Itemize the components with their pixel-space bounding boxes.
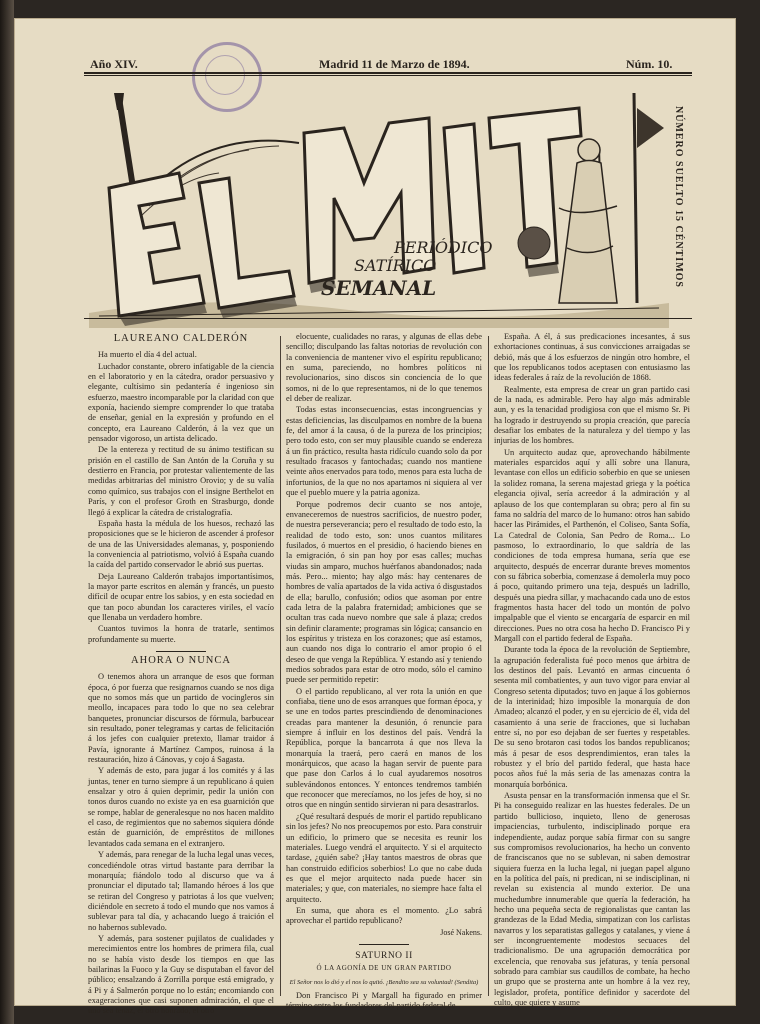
paragraph: Asusta pensar en la transformación inmensa que el Sr. Pi ha conseguido realizar en las huestes federales. De un partido bullicioso, inquieto, lleno de generosas impaciencias, turbulento, indisciplinado porque era independiente, audaz porque sabía firmar con su sangre sus compromisos revolucionarios, ha hecho un convento de franciscanos que no se sublevan, ni saben demostrar siquiera fuerza en la lucha legal, ni juegan papel alguno en la política del país, ni predican, ni se indisciplinan, ni revelan su existencia al mundo exterior. De una muchedumbre innumerable que quería la federación, ha hecho una pequeña secta de regionalistas que cantan las grandezas de la Edad Media, simpatizan con los carlistas navarros y los separatistas gallegos y catalanes, y viene á ser incongruentemente modestos secuaces del tradicionalismo. De una agrupación democrática por excelencia, que renovaba sus jefaturas, y tenía personal sobrado para cambiar sus caudillos de combate, ha hecho un grupo que se prosterna ante un hombre á la vez rey, legislador, profeta, pontífice definidor y sacerdote del culto, que quiere y asume [494, 791, 690, 1007]
masthead-illustration [89, 88, 669, 328]
header-rule-bottom [84, 75, 692, 76]
masthead-title: EL MOTIN [484, 106, 490, 107]
column-2 [286, 332, 482, 1011]
column-1 [88, 332, 274, 1016]
article-divider [359, 944, 409, 945]
article-divider [156, 651, 206, 652]
column-rule-2 [488, 336, 489, 996]
flag-icon [637, 108, 664, 148]
column-rule-1 [280, 336, 281, 996]
paragraph: De la entereza y rectitud de su ánimo testifican su prisión en el castillo de San Antón de la Coruña y su destierro en Francia, por protestar valientemente de las medidas arbitrarias del ministro Orovio; y de su valía como químico, sus trabajos con el insigne Berthelot en París, y con el profesor Groth en Strasburgo, donde llegó á explicar la cátedra de cristalografía. [88, 445, 274, 517]
lion-head-icon [518, 227, 550, 259]
author-signature: José Nakens. [440, 927, 482, 937]
paragraph: En suma, que ahora es el momento. ¿Lo sabrá aprovechar el partido republicano? [286, 905, 482, 926]
paragraph: Realmente, esta empresa de crear un gran partido casi de la nada, es admirable. Pero hay algo más admirable aun, y es la tenacidad prodigiosa con que el mismo Sr. Pi ha logrado ir destruyendo su propia creación, que parecía desafiar los embates de la naturaleza y del tiempo y las injurias de los hombres. [494, 384, 690, 446]
issue-number: Núm. 10. [626, 57, 673, 71]
paragraph: elocuente, cualidades no raras, y algunas de ellas debe sencillo; disculpando las faltas notorias de revolución con la conveniencia de mantener vivo el espíritu republicano; en suma, pareciendo, no hombres políticos ni revolucionarios, sino discos sin conciencia de lo que somos, ni de lo que representamos, ni de lo que tenemos el deber de realizar. [286, 332, 482, 404]
paragraph: Durante toda la época de la revolución de Septiembre, la agrupación federalista fué poco menos que árbitra de los destinos del país. Levantó en armas cincuenta ó sesenta mil combatientes, y aun tuvo vigor para enviar al Congreso setenta diputados; tuvo en jaque á los gobiernos de la interinidad; hizo imposible la monarquía de don Amadeo; alcanzó el poder, y en su ejercicio de él, vida del casamiento á una serie de fracciones, que si luchaban entre sí, no por eso dejaban de ser fuertes y respetables. De su seno brotaron casi todos los bandos republicanos; más á pesar de esos desprendimientos, eran tales la robustez y el brío del partido federal, que hasta hace pocos años fué la más seria de las amenazas contra la monarquía borbónica. [494, 645, 690, 789]
paragraph: Don Francisco Pi y Margall ha figurado en primer término entre los fundadores del partido federal de [286, 990, 482, 1011]
republic-figure-icon [559, 139, 617, 303]
paragraph: Y además, para renegar de la lucha legal unas veces, concediéndole otras virtud bastante para derribar la monarquía; fiándolo todo al discurso que va á pronunciar el diputado tal; llamando héroes á los que se retiran del Congreso y patriotas á los que vuelven; diciéndole en secreto á todo el mundo que nos vamos á sublevar para tal día, y achacando luego á traición el no habernos sublevado. [88, 850, 274, 932]
issue-year: Año XIV. [90, 57, 138, 71]
masthead-subtitle-3: SEMANAL [321, 276, 437, 300]
epigraph: El Señor nos lo dió y el nos lo quitó. ¡Bendito sea su voluntad! (Sendita) [289, 978, 479, 986]
paragraph: Cuantos tuvimos la honra de tratarle, sentimos profundamente su muerte. [88, 624, 274, 644]
masthead-bottom-rule [84, 318, 692, 319]
paragraph: España. A él, á sus predicaciones incesantes, á sus exhortaciones continuas, á sus convicciones arraigadas se debió, más que á los esfuerzos de ningún otro hombre, el que los republicanos todos aceptasen con entusiasmo las ideas federales á raíz de la revolución de 1868. [494, 332, 690, 383]
issue-date: Madrid 11 de Marzo de 1894. [319, 57, 470, 71]
paragraph: Deja Laureano Calderón trabajos importantísimos, la mayor parte escritos en alemán y francés, un puesto difícil de ocupar entre los sabios, y en esta sociedad en que tan poco abundan los caracteres viriles, el vacío que llenaba un verdadero hombre. [88, 571, 274, 622]
paragraph: ¿Qué resultará después de morir el partido republicano sin los jefes? No nos preocupemos por esto. Para construir un edificio, lo primero que se necesita es reunir los materiales. Luego vendrá el arquitecto. Y si el arquitecto tardase, ¿quién sabe? ¡Hay tantos maestros de obras que han construido edificios soberbios! Lo que no cabe duda es que el mejor arquitecto nada puede hacer sin materiales; y que, con materiales, no siempre hace falta el arquitecto. [286, 811, 482, 904]
paragraph: Ha muerto el día 4 del actual. [98, 350, 197, 360]
paragraph: O tenemos ahora un arranque de esos que forman época, ó por fuerza que resignarnos cuando se nos diga que no somos más que un partido de vocingleros sin meollo, incapaces para todo lo que no sea celebrar banquetes, pronunciar discursos de fórmula, barbucear sin resultado, poner telegramas y cartas de felicitación á los jefes con cualquier pretexto, llamar traidor á Pavía, ignorante á Martínez Campos, ruinosa á la restauración, hizo á Cánovas, y cojo á Sagasta. [88, 672, 274, 765]
paragraph: Y además, para sostener pujilatos de cualidades y merecimientos entre los hombres de primera fila, cual no se había visto desde los tiempos en que las bailarinas la Fuoco y la Guy se disputaban el favor del público; ensalzando á Zorrilla porque está emigrado, y á Pi y á Salmerón porque no lo están; encomiando con exageraciones que casi suponen admiración, el que el uno sea tenaz, el otro honrado, el otro [88, 933, 274, 1016]
paragraph: Porque podremos decir cuanto se nos antoje, envaneceremos de nuestros sacrificios, de nuestro poder, de nuestra perseverancia; pero el resultado de todo esto, la realidad de todo esto, son: unos cuantos militares fusilados, ó muertos en el presidio, ó haciendo bienes en la emigración, ó sin pan hoy por esas calles; muchas viudas sin amparo, muchos huérfanos abandonados; nada más. Pero... miento; hay algo más: hay centenares de hombres de valía apartados de la vida activa ó disgustados de ella; barullo, confusión; odios que asoman por entre cada letra de la palabra fraternidad; ambiciones que se ocultan tras cada nuevo nombre que sale á plaza; credos sin definir claramente; programas sin lógica; cansancio en los espíritus y tristeza en los corazones; que así estamos, aun cuando nos diga lo contrario el amor propio ó el deseo de que venga la República. Y estando así y teniendo medios sobrados para estar de otro modo, sólo el camino puede ser permitido repetir: [286, 499, 482, 685]
paragraph: Un arquitecto audaz que, aprovechando hábilmente materiales esparcidos aquí y allí sobre una llanura, levantase con ellos un edificio soberbio en que se uniesen la solidez romana, la serena majestad griega y la poética elegancia ojival, sería acreedor á la admiración y al aplauso de los que contemplaran su obra; pero al fin su fama no saldría del marco de lo humano: otros han sabido hacer las Pirámides, el Parthenón, el Coliseo, Santa Sofía, La Catedral de Colonia, San Pedro de Roma... Lo pasmoso, lo extraordinario, lo que saldría de las condiciones de toda empresa humana, sería que ese arquitecto, después de encerrar durante breves momentos con su fábrica soberbia, comenzase á demolerla muy poco á poco, quitando primero una teja, después un ladrillo, después una piedra sillar, y machacando cada uno de estos fragmentos hasta hacer del todo un montón de polvo impalpable que el viento se encargaría de esparcir en mil direcciones. Pues no otra cosa ha hecho D. Francisco Pi y Margall con el partido federal de España. [494, 447, 690, 643]
newspaper-page [14, 18, 736, 1016]
article-subtitle: Ó LA AGONÍA DE UN GRAN PARTIDO [316, 964, 452, 973]
masthead-subtitle-1: PERIÓDICO [394, 238, 493, 257]
article-title-calderon: LAUREANO CALDERÓN [113, 333, 249, 344]
paragraph: Luchador constante, obrero infatigable de la ciencia en el laboratorio y en la cátedra, orador persuasivo y elegante, cultísimo sin pedantería é ingenioso sin esfuerzo, maestro incomparable por la claridad con que exponía, haciendo siempre comprender lo que trataba de enseñar, genial en la expresión y profundo en el concepto, era Laureano Calderón, á la vez que un pensador vigoroso, un artista delicado. [88, 361, 274, 444]
book-binding-edge [0, 0, 14, 1024]
paragraph: O el partido republicano, al ver rota la unión en que confiaba, tiene uno de esos arranques que forman época, y se une en todos partes prescindiendo de denominaciones creadas para mantener la desunión, ó renuncie para siempre á influir en los destinos del país. Vendrá la República, porque la bancarrota á que nos lleva la monarquía la traerá, pero caerá en manos de los monárquicos, que acaso la hagan servir de puente para que pase don Carlos á lo cual ayudaremos nosotros sublevándonos entonces. Y entonces tendremos también que reconocer que merecíamos, no los jefes de hoy, si no otros que en ningún sentido sirvieran ni para desastrarlos. [286, 686, 482, 810]
price-notice: NÚMERO SUELTO 15 CÉNTIMOS [673, 106, 684, 288]
article-title-saturno: SATURNO II [355, 950, 413, 961]
paragraph: Y además de esto, para jugar á los comités y á las juntas, tener en turno siempre á un republicano á quien ensalzar y otro á quien deprimir, pedir la unión con tonos duros cuando no existe ya en esa guarnición que se rompe, hablar de generalesque no nos hacen maldito el caso, de regimientos que no sabemos siquiera dónde están de guarnición, de empréstitos de millones levantados cada semana en el extranjero. [88, 766, 274, 848]
paragraph: Todas estas inconsecuencias, estas incongruencias y estas deficiencias, las disculpamos en nombre de la buena fe, del amor á la causa, ó de la pureza de los principios; pero todo esto, con ser muy plausible cuando se endereza á un fin práctico, resulta hasta ridículo cuando solo da por resultado fracasos y fantochadas; cuando nos mantiene veinte años enervados para todo, menos para esta lucha de infortunios, de la que no nos apartamos ni siquiera al ver que el pueblo muere y la patria agoniza. [286, 405, 482, 498]
masthead-subtitle-2: SATÍRICO [354, 256, 437, 275]
paragraph: España hasta la médula de los huesos, rechazó las proposiciones que se le hicieron de ascender á profesor de una de las Universidades alemanas, y, posponiendo la conveniencia al patriotismo, volvió á España cuando la caída del partido conservador le abrió sus puertas. [88, 518, 274, 570]
article-title-ahora: AHORA O NUNCA [131, 654, 231, 666]
column-3 [494, 332, 690, 1007]
lance-icon [634, 93, 637, 303]
header-rule-top [84, 72, 692, 74]
